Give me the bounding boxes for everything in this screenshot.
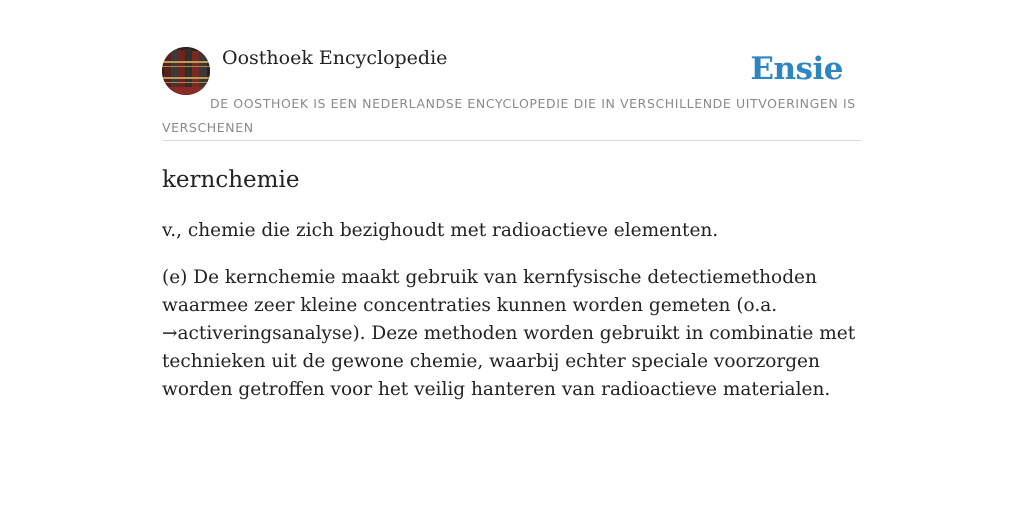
entry-explanation — [162, 264, 862, 404]
cross-reference-link[interactable]: →activeringsanalyse — [162, 323, 353, 344]
entry-definition: v., chemie die zich bezighoudt met radioactieve elementen. — [162, 220, 719, 241]
source-title[interactable]: Oosthoek Encyclopedie — [222, 47, 448, 69]
ensie-logo[interactable]: Ensie — [750, 51, 843, 87]
explanation-text-end: ). Deze methoden worden gebruikt in combinatie met technieken uit de gewone chemie, waarbij echter speciale voorzorgen worden getroffen voor het veilig hanteren van radioactieve materialen. — [162, 323, 856, 400]
page-content — [162, 46, 862, 404]
encyclopedia-books-icon[interactable] — [162, 47, 210, 95]
entry-term: kernchemie — [162, 167, 300, 193]
explanation-text-start: (e) De kernchemie maakt gebruik van kernfysische detectiemethoden waarmee zeer kleine concentraties kunnen worden gemeten (o.a. — [162, 267, 817, 316]
source-header — [162, 46, 862, 141]
source-description: DE OOSTHOEK IS EEN NEDERLANDSE ENCYCLOPEDIE DIE IN VERSCHILLENDE UITVOERINGEN IS VERSCHENEN — [162, 96, 856, 135]
